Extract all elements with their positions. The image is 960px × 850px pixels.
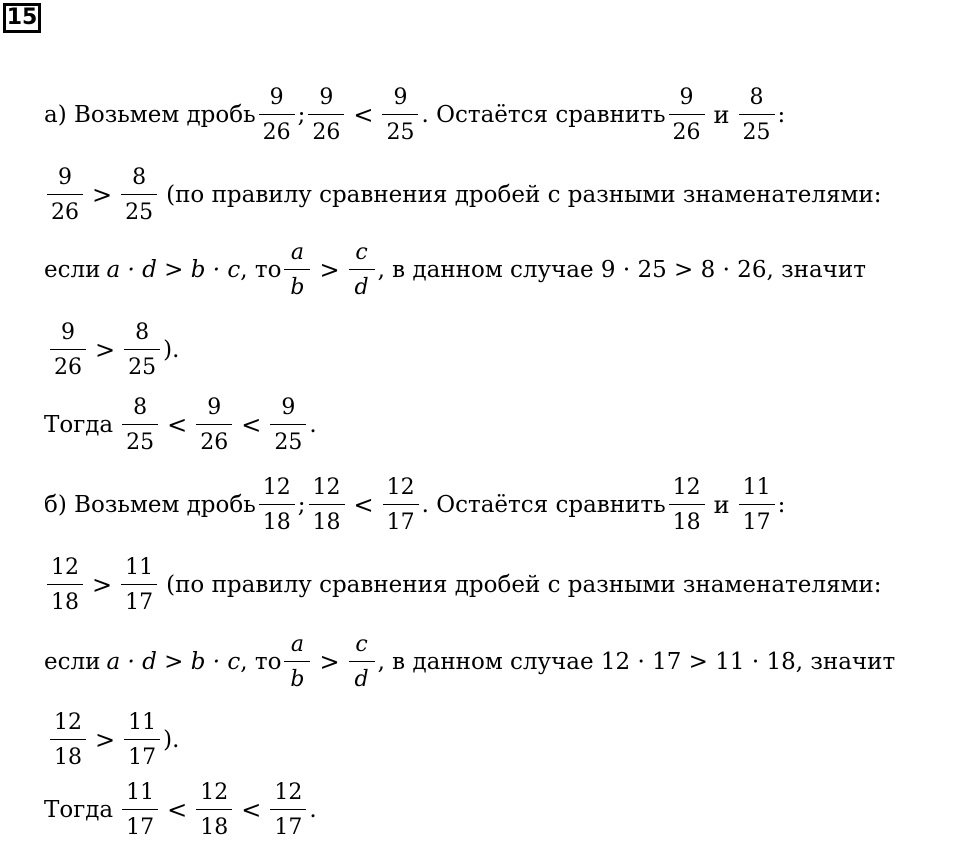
separator: ; xyxy=(297,492,306,518)
comparison-operator: > xyxy=(95,336,116,364)
part-b-line-2 xyxy=(44,545,881,625)
fraction: $\frac{8}{25}$ xyxy=(122,394,158,457)
comparison-operator: < xyxy=(167,796,188,824)
fraction: $\frac{9}{25}$ xyxy=(270,394,306,457)
fraction: $\frac{8}{25}$ xyxy=(124,319,160,382)
math-expression: a · d > b · c xyxy=(106,257,241,283)
fraction: $\frac{12}{18}$ xyxy=(47,554,83,617)
punctuation: : xyxy=(777,492,786,518)
comparison-operator: < xyxy=(241,796,262,824)
fraction: $\frac{9}{26}$ xyxy=(308,84,344,147)
part-b-line-5 xyxy=(44,770,317,850)
punctuation: . xyxy=(309,412,317,438)
part-a-line-4 xyxy=(47,310,179,390)
punctuation: ). xyxy=(163,337,180,363)
task-number-badge: 15 xyxy=(3,3,41,33)
punctuation: . xyxy=(309,797,317,823)
punctuation: ). xyxy=(163,727,180,753)
text-segment: (по правилу сравнения дробей с разными знаменателями: xyxy=(166,182,882,208)
text-segment: Тогда xyxy=(44,797,114,823)
fraction: $\frac{c}{d}$ xyxy=(349,631,375,694)
fraction: $\frac{9}{26}$ xyxy=(50,319,86,382)
text-segment: , в данном случае 12 · 17 > 11 · 18, значит xyxy=(377,649,896,675)
comparison-operator: < xyxy=(353,491,374,519)
part-b-intro: б) Возьмем дробь xyxy=(44,492,256,518)
fraction: $\frac{9}{26}$ xyxy=(669,84,705,147)
conjunction: и xyxy=(713,491,730,519)
fraction: $\frac{a}{b}$ xyxy=(284,239,310,302)
fraction: $\frac{9}{26}$ xyxy=(196,394,232,457)
separator: ; xyxy=(297,102,306,128)
conjunction: и xyxy=(713,101,730,129)
text-segment: . Остаётся сравнить xyxy=(421,492,666,518)
part-a-line-3 xyxy=(44,230,866,310)
fraction: $\frac{12}{18}$ xyxy=(309,474,345,537)
fraction: $\frac{12}{17}$ xyxy=(270,779,306,842)
comparison-operator: > xyxy=(92,181,113,209)
fraction: $\frac{12}{17}$ xyxy=(383,474,419,537)
part-a-line-2 xyxy=(44,155,881,235)
fraction: $\frac{9}{26}$ xyxy=(47,164,83,227)
comparison-operator: > xyxy=(319,648,340,676)
text-segment: , то xyxy=(240,649,282,675)
text-segment: если xyxy=(44,257,101,283)
text-segment: Тогда xyxy=(44,412,114,438)
text-segment: , в данном случае 9 · 25 > 8 · 26, значит xyxy=(377,257,866,283)
fraction: $\frac{11}{17}$ xyxy=(124,709,160,772)
fraction: $\frac{12}{18}$ xyxy=(196,779,232,842)
fraction: $\frac{a}{b}$ xyxy=(284,631,310,694)
text-segment: , то xyxy=(240,257,282,283)
fraction: $\frac{8}{25}$ xyxy=(121,164,157,227)
text-segment: если xyxy=(44,649,101,675)
fraction: $\frac{9}{26}$ xyxy=(259,84,295,147)
part-b-line-4 xyxy=(47,700,179,780)
fraction: $\frac{c}{d}$ xyxy=(349,239,375,302)
fraction: $\frac{9}{25}$ xyxy=(382,84,418,147)
part-a-intro: а) Возьмем дробь xyxy=(44,102,256,128)
text-segment: (по правилу сравнения дробей с разными знаменателями: xyxy=(166,572,882,598)
comparison-operator: < xyxy=(241,411,262,439)
fraction: $\frac{8}{25}$ xyxy=(739,84,775,147)
text-segment: . Остаётся сравнить xyxy=(421,102,666,128)
part-b-line-1 xyxy=(44,465,785,545)
fraction: $\frac{12}{18}$ xyxy=(669,474,705,537)
part-a-line-5 xyxy=(44,385,317,465)
comparison-operator: < xyxy=(167,411,188,439)
fraction: $\frac{12}{18}$ xyxy=(50,709,86,772)
fraction: $\frac{11}{17}$ xyxy=(739,474,775,537)
punctuation: : xyxy=(777,102,786,128)
math-expression: a · d > b · c xyxy=(106,649,241,675)
fraction: $\frac{12}{18}$ xyxy=(259,474,295,537)
comparison-operator: > xyxy=(95,726,116,754)
comparison-operator: > xyxy=(92,571,113,599)
part-a-line-1 xyxy=(44,75,785,155)
fraction: $\frac{11}{17}$ xyxy=(122,779,158,842)
comparison-operator: < xyxy=(353,101,374,129)
comparison-operator: > xyxy=(319,256,340,284)
fraction: $\frac{11}{17}$ xyxy=(121,554,157,617)
part-b-line-3 xyxy=(44,622,895,702)
